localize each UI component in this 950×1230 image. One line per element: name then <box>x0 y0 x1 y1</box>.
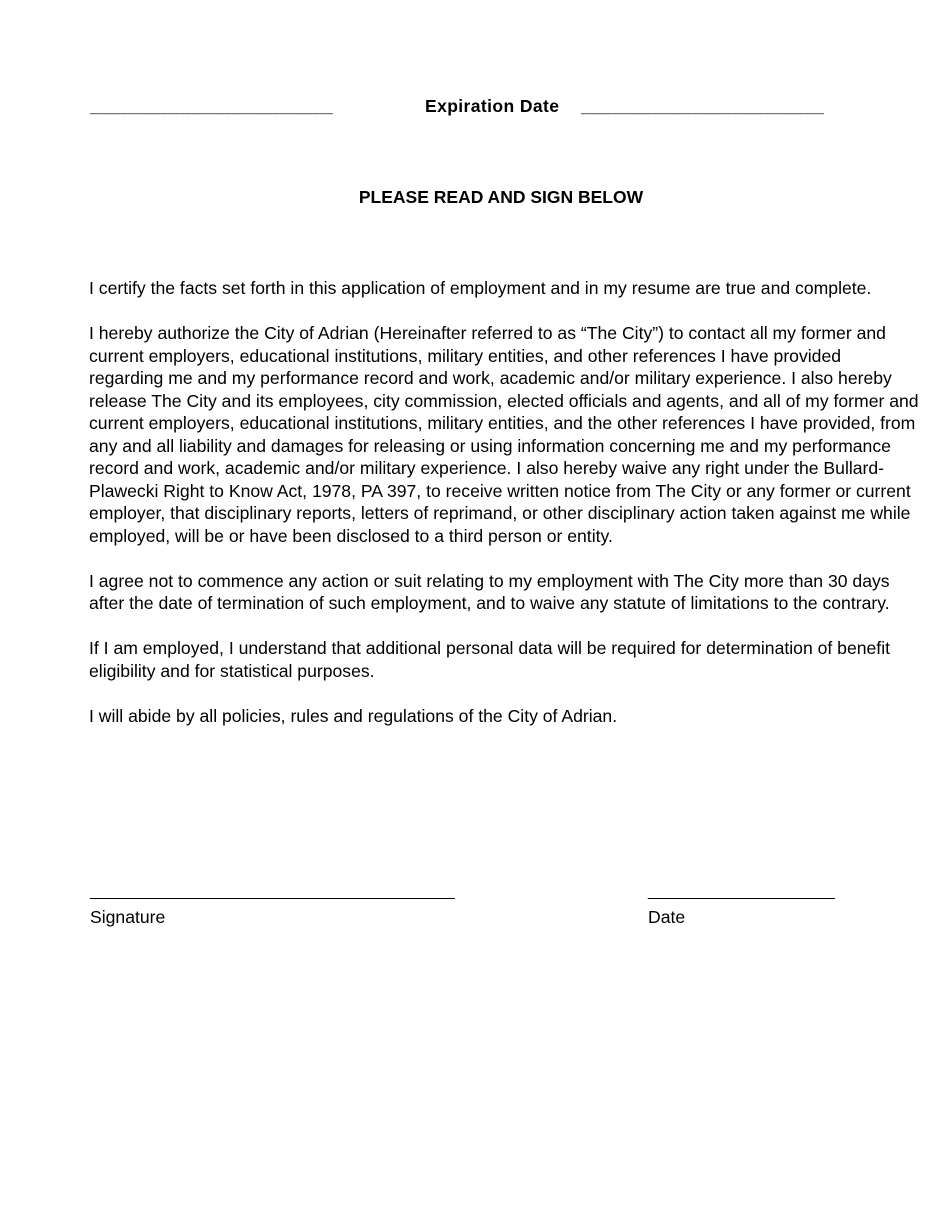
page-heading: PLEASE READ AND SIGN BELOW <box>358 187 644 207</box>
signature-blank-line[interactable]: _________________________________________ <box>90 883 455 900</box>
name-blank-line[interactable]: ________________________ <box>90 96 334 116</box>
certification-text <box>89 277 919 750</box>
signature-label: Signature <box>90 907 166 927</box>
date-label: Date <box>648 907 686 927</box>
signature-block <box>0 883 950 943</box>
paragraph-certify: I certify the facts set forth in this application of employment and in my resume are true and complete. <box>89 278 872 298</box>
paragraph-abide: I will abide by all policies, rules and regulations of the City of Adrian. <box>89 705 618 726</box>
paragraph-employed: If I am employed, I understand that additional personal data will be required for determination of benefit eligibility and for statistical purposes. <box>89 638 890 681</box>
expiration-date-blank-line[interactable]: ________________________ <box>581 96 825 116</box>
expiration-date-label: Expiration Date <box>425 96 560 116</box>
header-row <box>0 96 950 122</box>
paragraph-agree: I agree not to commence any action or suit relating to my employment with The City more than 30 days after the date of termination of such employment, and to waive any statute of limitations to the contrary. <box>89 570 890 613</box>
date-blank-line[interactable]: _____________________ <box>648 883 835 900</box>
paragraph-authorize: I hereby authorize the City of Adrian (Hereinafter referred to as “The City”) to contact all my former and current employers, educational institutions, military entities, and other references I have provided regarding me and my performance record and work, academic and/or military experience. I also hereby release The City and its employees, city commission, elected officials and agents, and all of my former and current employers, educational institutions, military entities, and the other references I have provided, from any and all liability and damages for releasing or using information concerning me and my performance record and work, academic and/or military experience. I also hereby waive any right under the Bullard-Plawecki Right to Know Act, 1978, PA 397, to receive written notice from The City or any former or current employer, that disciplinary reports, letters of reprimand, or other disciplinary action taken against me while employed, will be or have been disclosed to a third person or entity. <box>89 323 919 546</box>
